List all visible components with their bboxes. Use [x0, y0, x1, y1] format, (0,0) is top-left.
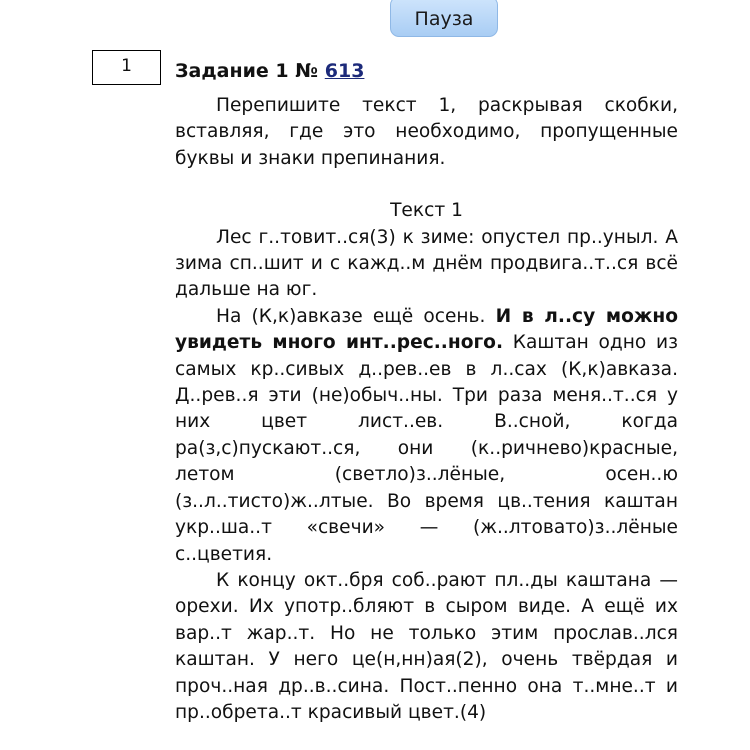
paragraph-2-bold-sentence: И в л..су можно увидеть много инт..рес..ного.	[175, 305, 678, 354]
text-paragraph-1: Лес г..товит..ся(3) к зиме: опустел пр..уныл. А зима сп..шит и с кажд..м днём продвига..т..ся всё дальше на юг.	[175, 226, 678, 301]
paragraph-2-lead: На (К,к)авказе ещё осень.	[216, 305, 496, 327]
task-content	[175, 93, 678, 726]
problem-id-link[interactable]: 613	[324, 60, 365, 82]
text-title: Текст 1	[390, 200, 463, 222]
task-heading-label: Задание 1 №	[175, 60, 325, 82]
instruction-text: Перепишите текст 1, раскрывая скобки, вставляя, где это необходимо, пропущенные буквы и знаки препинания.	[175, 95, 678, 169]
task-heading	[175, 58, 364, 84]
pause-button[interactable]: Пауза	[390, 0, 498, 37]
task-number-box: 1	[92, 50, 161, 85]
text-paragraph-2	[175, 304, 678, 568]
spacer	[175, 172, 678, 198]
text-paragraph-3: К концу окт..бря соб..рают пл..ды каштана — орехи. Их употр..бляют в сыром виде. А ещё их вар..т жар..т. Но не только этим прослав..лся каштан. У него це(н,нн)ая(2), очень твёрдая и проч..ная др..в..сина. Пост..пенно она т..мне..т и пр..обрета..т красивый цвет.(4)	[175, 569, 678, 723]
paragraph-2-rest: Каштан одно из самых кр..сивых д..рев..ев в л..сах (К,к)авказа. Д..рев..я эти (не)обыч..ны. Три раза меня..т..ся у них цвет лист..ев. В..сной, когда ра(з,с)пускают..ся, они (к..ричнево)красные, летом (светло)з..лёные, осен..ю (з..л..тисто)ж..лтые. Во время цв..тения каштан укр..ша..т «свечи» — (ж..лтовато)з..лёные с..цветия.	[175, 332, 678, 565]
